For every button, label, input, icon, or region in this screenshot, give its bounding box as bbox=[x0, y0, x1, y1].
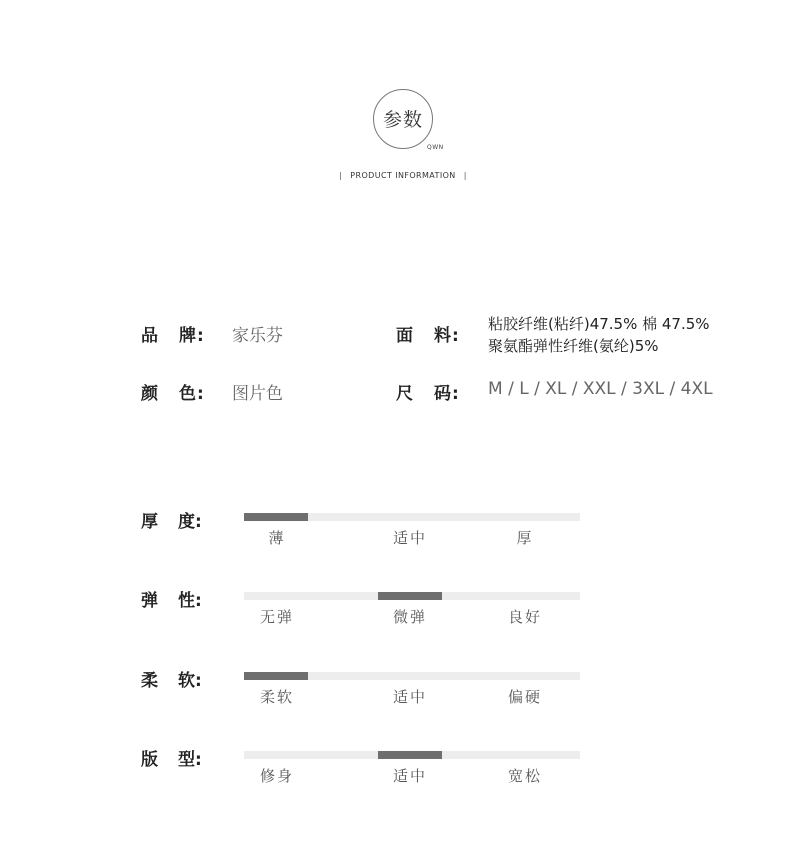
logo-text: 参数 bbox=[382, 109, 423, 131]
scale-option: 适中 bbox=[392, 767, 427, 785]
scale-option: 厚 bbox=[516, 529, 534, 547]
size-label: 尺 码: bbox=[396, 384, 460, 404]
brand-value: 家乐芬 bbox=[232, 326, 283, 346]
scale-track bbox=[244, 592, 580, 600]
divider: | bbox=[463, 171, 467, 180]
scale-option: 偏硬 bbox=[507, 688, 542, 706]
scale-track bbox=[244, 751, 580, 759]
scale-option: 宽松 bbox=[507, 767, 542, 785]
scale-indicator bbox=[244, 513, 308, 521]
scale-indicator bbox=[378, 751, 442, 759]
fabric-value-line1: 粘胶纤维(粘纤)47.5% 棉 47.5% bbox=[488, 315, 710, 333]
color-label: 颜 色: bbox=[141, 384, 205, 404]
fabric-label: 面 料: bbox=[396, 326, 460, 346]
scale-label: 柔 软: bbox=[141, 671, 202, 691]
scale-option: 薄 bbox=[268, 529, 286, 547]
scale-indicator bbox=[378, 592, 442, 600]
scale-label: 弹 性: bbox=[141, 591, 202, 611]
scale-label: 厚 度: bbox=[141, 512, 202, 532]
scale-option: 良好 bbox=[507, 608, 542, 626]
scale-option: 修身 bbox=[259, 767, 294, 785]
logo-badge bbox=[373, 89, 433, 149]
scale-option: 适中 bbox=[392, 688, 427, 706]
section-subtitle bbox=[0, 171, 790, 180]
scale-track bbox=[244, 672, 580, 680]
scale-option: 微弹 bbox=[392, 608, 427, 626]
scale-indicator bbox=[244, 672, 308, 680]
scale-label: 版 型: bbox=[141, 750, 202, 770]
logo-subtext: QWN bbox=[427, 144, 444, 151]
subtitle-text: PRODUCT INFORMATION bbox=[350, 171, 456, 180]
brand-label: 品 牌: bbox=[141, 326, 205, 346]
fabric-value-line2: 聚氨酯弹性纤维(氨纶)5% bbox=[488, 337, 659, 355]
scale-track bbox=[244, 513, 580, 521]
scale-option: 柔软 bbox=[259, 688, 294, 706]
color-value: 图片色 bbox=[232, 384, 283, 404]
scale-option: 适中 bbox=[392, 529, 427, 547]
divider: | bbox=[339, 171, 343, 180]
scale-option: 无弹 bbox=[259, 608, 294, 626]
size-value: M / L / XL / XXL / 3XL / 4XL bbox=[488, 379, 713, 399]
